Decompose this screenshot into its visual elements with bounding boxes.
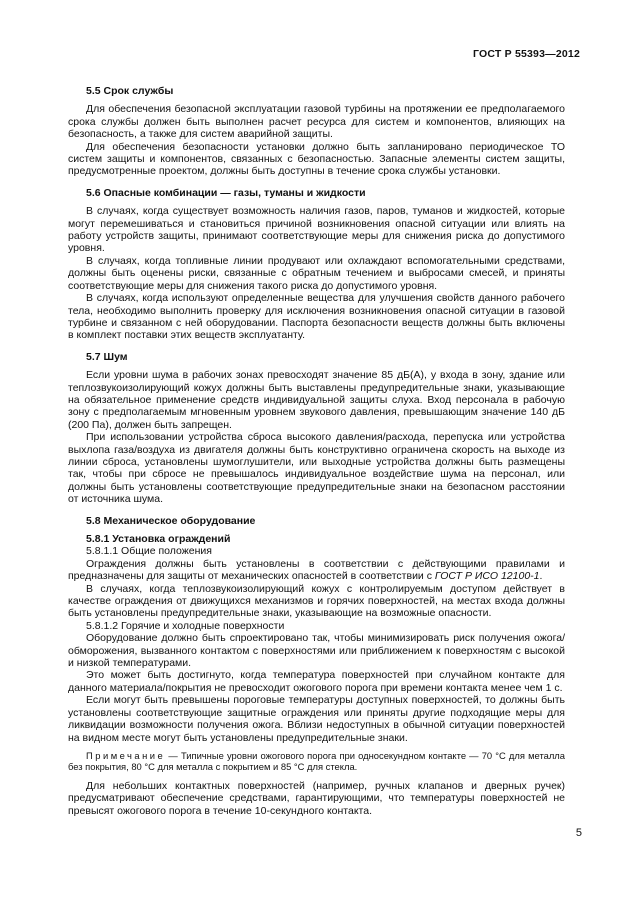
paragraph: Оборудование должно быть спроектировано так, чтобы минимизировать риск получения ожога/обморожения, вызванного контактом с поверхностями или приближением к поверхностям с высокой и низкой температурами. xyxy=(68,632,565,670)
paragraph: Если уровни шума в рабочих зонах превосходят значение 85 дБ(А), у входа в зону, здание или теплозвукоизолирующий кожух должны быть выставлены предупредительные знаки, указывающие на обязательное применение средств индивидуальной защиты слуха. Вход персонала в рабочую зону с предполагаемым мгновенным уровнем звукового давления, превышающим значение 140 дБ (200 Па), должен быть запрещен. xyxy=(68,369,565,431)
section-heading-5-8: 5.8 Механическое оборудование xyxy=(86,514,256,527)
paragraph: В случаях, когда существует возможность наличия газов, паров, туманов и жидкостей, которые могут перемешиваться и становиться причиной возникновения опасной ситуации или влиять на работу устройств защиты, принимают соответствующие меры для снижения риска до допустимого уровня. xyxy=(68,205,565,255)
paragraph-with-standard-reference xyxy=(68,558,565,583)
paragraph-text: Ограждения должны быть установлены в соответствии с действующими правилами и предназначены для защиты от механических опасностей в соответствии с xyxy=(68,557,565,583)
section-heading-5-8-1-1: 5.8.1.1 Общие положения xyxy=(86,545,212,558)
paragraph: Для обеспечения безопасности установки должно быть запланировано периодическое ТО систем защиты и компонентов, связанных с безопасностью. Запасные элементы систем защиты, предусмотренные проектом, должны быть доступны в течение срока службы установки. xyxy=(68,140,565,178)
section-heading-5-7: 5.7 Шум xyxy=(86,350,128,363)
section-heading-5-8-1: 5.8.1 Установка ограждений xyxy=(86,533,231,545)
note-text: — Типичные уровни ожогового порога при односекундном контакте — 70 °С для металла без покрытия, 80 °С для металла с покрытием и 85 °С для стекла. xyxy=(68,749,565,773)
section-heading-5-6: 5.6 Опасные комбинации — газы, туманы и жидкости xyxy=(86,186,366,199)
document-body xyxy=(68,76,565,817)
paragraph: Это может быть достигнуто, когда температура поверхностей при случайном контакте для данного материала/покрытия не превосходит ожогового порога при времени контакта менее чем 1 с. xyxy=(68,669,565,694)
paragraph: При использовании устройства сброса высокого давления/расхода, перепуска или устройства выхлопа газа/воздуха из двигателя должны быть конструктивно ограничена скорость на выходе из линии сброса, установлены шумоглушители, или выходные устройства должны быть размещены так, чтобы при сбросе не превышалось индивидуальное воздействие шума на персонал, или должны быть установлены соответствующие предупредительные знаки на безопасном расстоянии от источника шума. xyxy=(68,431,565,506)
paragraph: Для обеспечения безопасной эксплуатации газовой турбины на протяжении ее предполагаемого срока службы должен быть выполнен расчет ресурса для систем и компонентов, влияющих на безопасность, а также для систем аварийной защиты. xyxy=(68,103,565,141)
page-header xyxy=(68,48,580,60)
standard-reference: ГОСТ Р ИСО 12100-1 xyxy=(434,570,540,583)
paragraph: В случаях, когда теплозвукоизолирующий кожух с контролируемым доступом действует в качестве ограждения от движущихся механизмов и горячих поверхностей, на местах входа должны быть установлены предупредительные знаки, указывающие на возможные опасности. xyxy=(68,582,565,620)
note xyxy=(68,750,565,773)
paragraph: Если могут быть превышены пороговые температуры доступных поверхностей, то должны быть установлены соответствующие защитные ограждения или приняты другие подходящие меры для ликвидации возможности получения ожога. Вблизи недоступных в обычной ситуации поверхностей на видном месте могут быть установлены предупредительные знаки. xyxy=(68,694,565,744)
section-heading-5-8-1-2: 5.8.1.2 Горячие и холодные поверхности xyxy=(86,619,285,632)
note-label: Примечание xyxy=(86,749,166,761)
page-number: 5 xyxy=(575,827,582,839)
paragraph: В случаях, когда используют определенные вещества для улучшения свойств данного рабочего тела, необходимо выполнить проверку для исключения возникновения опасной ситуации в газовой турбине и связанном с ней оборудовании. Паспорта безопасности веществ должны быть включены в комплект поставки этих веществ эксплуатанту. xyxy=(68,292,565,342)
paragraph: В случаях, когда топливные линии продувают или охлаждают вспомогательными средствами, должны быть оценены риски, связанные с обратным течением и выбросами смесей, и приняты соответствующие меры для снижения такого риска до допустимого уровня. xyxy=(68,254,565,292)
paragraph-text: . xyxy=(539,570,543,583)
paragraph: Для небольших контактных поверхностей (например, ручных клапанов и дверных ручек) предусматривают обеспечение средствами, гарантирующими, что температуры поверхностей не превысят ожогового порога в течение 10-секундного контакта. xyxy=(68,779,565,817)
document-code: ГОСТ Р 55393—2012 xyxy=(472,48,580,60)
section-heading-5-5: 5.5 Срок службы xyxy=(86,85,174,97)
